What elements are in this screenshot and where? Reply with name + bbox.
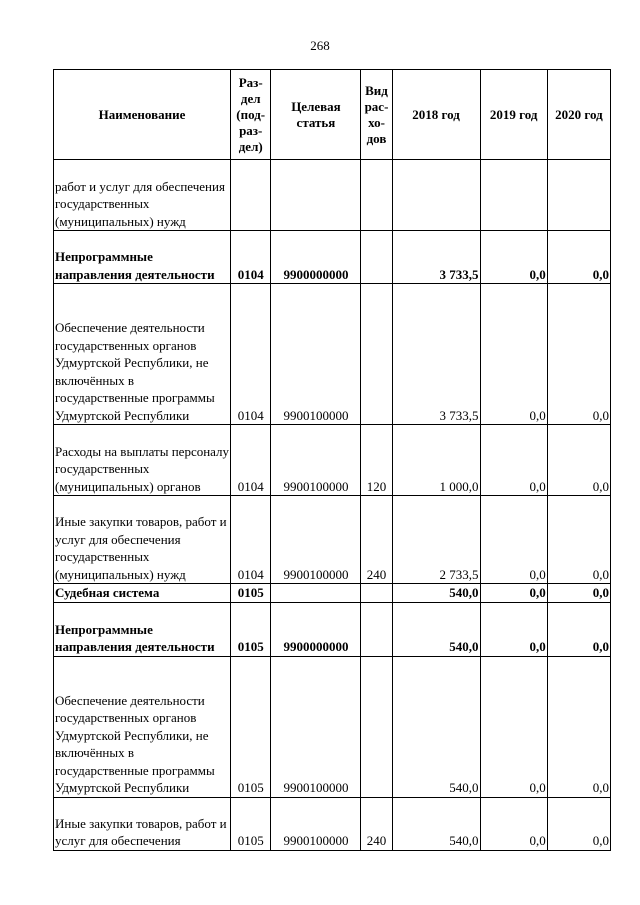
row-target-cell: 9900000000 — [271, 231, 361, 284]
row-2018-cell: 1 000,0 — [392, 425, 480, 496]
row-2019-cell — [480, 160, 547, 231]
row-name-cell: Обеспечение деятельности государственных органов Удмуртской Республики, не включённых в государственные программы Удмуртской Республики — [54, 284, 231, 425]
row-name-cell: Непрограммные направления деятельности — [54, 231, 231, 284]
row-section-cell: 0105 — [231, 602, 271, 656]
row-name-cell: Расходы на выплаты персоналу государственных (муниципальных) органов — [54, 425, 231, 496]
row-name-cell: Непрограммные направления деятельности — [54, 602, 231, 656]
table-row — [54, 284, 611, 425]
row-2020-cell: 0,0 — [547, 797, 610, 850]
row-2019-cell: 0,0 — [480, 231, 547, 284]
header-type: Вид рас- хо- дов — [361, 70, 392, 160]
row-section-cell: 0105 — [231, 584, 271, 603]
row-2018-cell: 540,0 — [392, 797, 480, 850]
table-row — [54, 160, 611, 231]
header-2019: 2019 год — [480, 70, 547, 160]
row-name-cell: Иные закупки товаров, работ и услуг для обеспечения — [54, 797, 231, 850]
row-2020-cell: 0,0 — [547, 602, 610, 656]
table-row — [54, 602, 611, 656]
row-target-cell: 9900100000 — [271, 284, 361, 425]
row-section-cell: 0104 — [231, 425, 271, 496]
row-2018-cell — [392, 160, 480, 231]
row-2020-cell — [547, 160, 610, 231]
row-section-cell: 0104 — [231, 496, 271, 584]
row-name-cell: Судебная система — [54, 584, 231, 603]
row-target-cell: 9900100000 — [271, 797, 361, 850]
row-2019-cell: 0,0 — [480, 797, 547, 850]
row-2020-cell: 0,0 — [547, 496, 610, 584]
row-section-cell: 0104 — [231, 284, 271, 425]
table-row — [54, 231, 611, 284]
row-type-cell: 240 — [361, 797, 392, 850]
row-name-cell: Обеспечение деятельности государственных органов Удмуртской Республики, не включённых в государственные программы Удмуртской Республики — [54, 656, 231, 797]
table-row — [54, 496, 611, 584]
row-type-cell — [361, 656, 392, 797]
table-row — [54, 584, 611, 603]
budget-table — [53, 69, 611, 851]
row-target-cell — [271, 160, 361, 231]
row-2018-cell: 3 733,5 — [392, 284, 480, 425]
row-type-cell — [361, 602, 392, 656]
row-2019-cell: 0,0 — [480, 496, 547, 584]
row-type-cell — [361, 160, 392, 231]
row-2018-cell: 540,0 — [392, 656, 480, 797]
header-2020: 2020 год — [547, 70, 610, 160]
row-type-cell: 240 — [361, 496, 392, 584]
row-type-cell — [361, 231, 392, 284]
row-2018-cell: 540,0 — [392, 584, 480, 603]
row-2020-cell: 0,0 — [547, 656, 610, 797]
row-2019-cell: 0,0 — [480, 425, 547, 496]
row-2019-cell: 0,0 — [480, 602, 547, 656]
row-2018-cell: 540,0 — [392, 602, 480, 656]
row-2019-cell: 0,0 — [480, 584, 547, 603]
row-name-cell: Иные закупки товаров, работ и услуг для обеспечения государственных (муниципальных) нужд — [54, 496, 231, 584]
row-section-cell — [231, 160, 271, 231]
row-2020-cell: 0,0 — [547, 231, 610, 284]
row-2018-cell: 3 733,5 — [392, 231, 480, 284]
row-section-cell: 0104 — [231, 231, 271, 284]
row-type-cell: 120 — [361, 425, 392, 496]
page-number: 268 — [310, 38, 330, 53]
header-2018: 2018 год — [392, 70, 480, 160]
row-2020-cell: 0,0 — [547, 284, 610, 425]
row-2019-cell: 0,0 — [480, 284, 547, 425]
table-row — [54, 656, 611, 797]
row-target-cell: 9900000000 — [271, 602, 361, 656]
row-section-cell: 0105 — [231, 797, 271, 850]
row-name-cell: работ и услуг для обеспечения государственных (муниципальных) нужд — [54, 160, 231, 231]
header-section: Раз- дел (под- раз- дел) — [231, 70, 271, 160]
row-target-cell: 9900100000 — [271, 425, 361, 496]
table-row — [54, 797, 611, 850]
row-2019-cell: 0,0 — [480, 656, 547, 797]
header-name: Наименование — [54, 70, 231, 160]
row-type-cell — [361, 584, 392, 603]
row-section-cell: 0105 — [231, 656, 271, 797]
header-row — [54, 70, 611, 160]
row-target-cell: 9900100000 — [271, 656, 361, 797]
row-2018-cell: 2 733,5 — [392, 496, 480, 584]
row-target-cell — [271, 584, 361, 603]
table-row — [54, 425, 611, 496]
row-type-cell — [361, 284, 392, 425]
row-2020-cell: 0,0 — [547, 425, 610, 496]
row-2020-cell: 0,0 — [547, 584, 610, 603]
row-target-cell: 9900100000 — [271, 496, 361, 584]
header-target: Целевая статья — [271, 70, 361, 160]
